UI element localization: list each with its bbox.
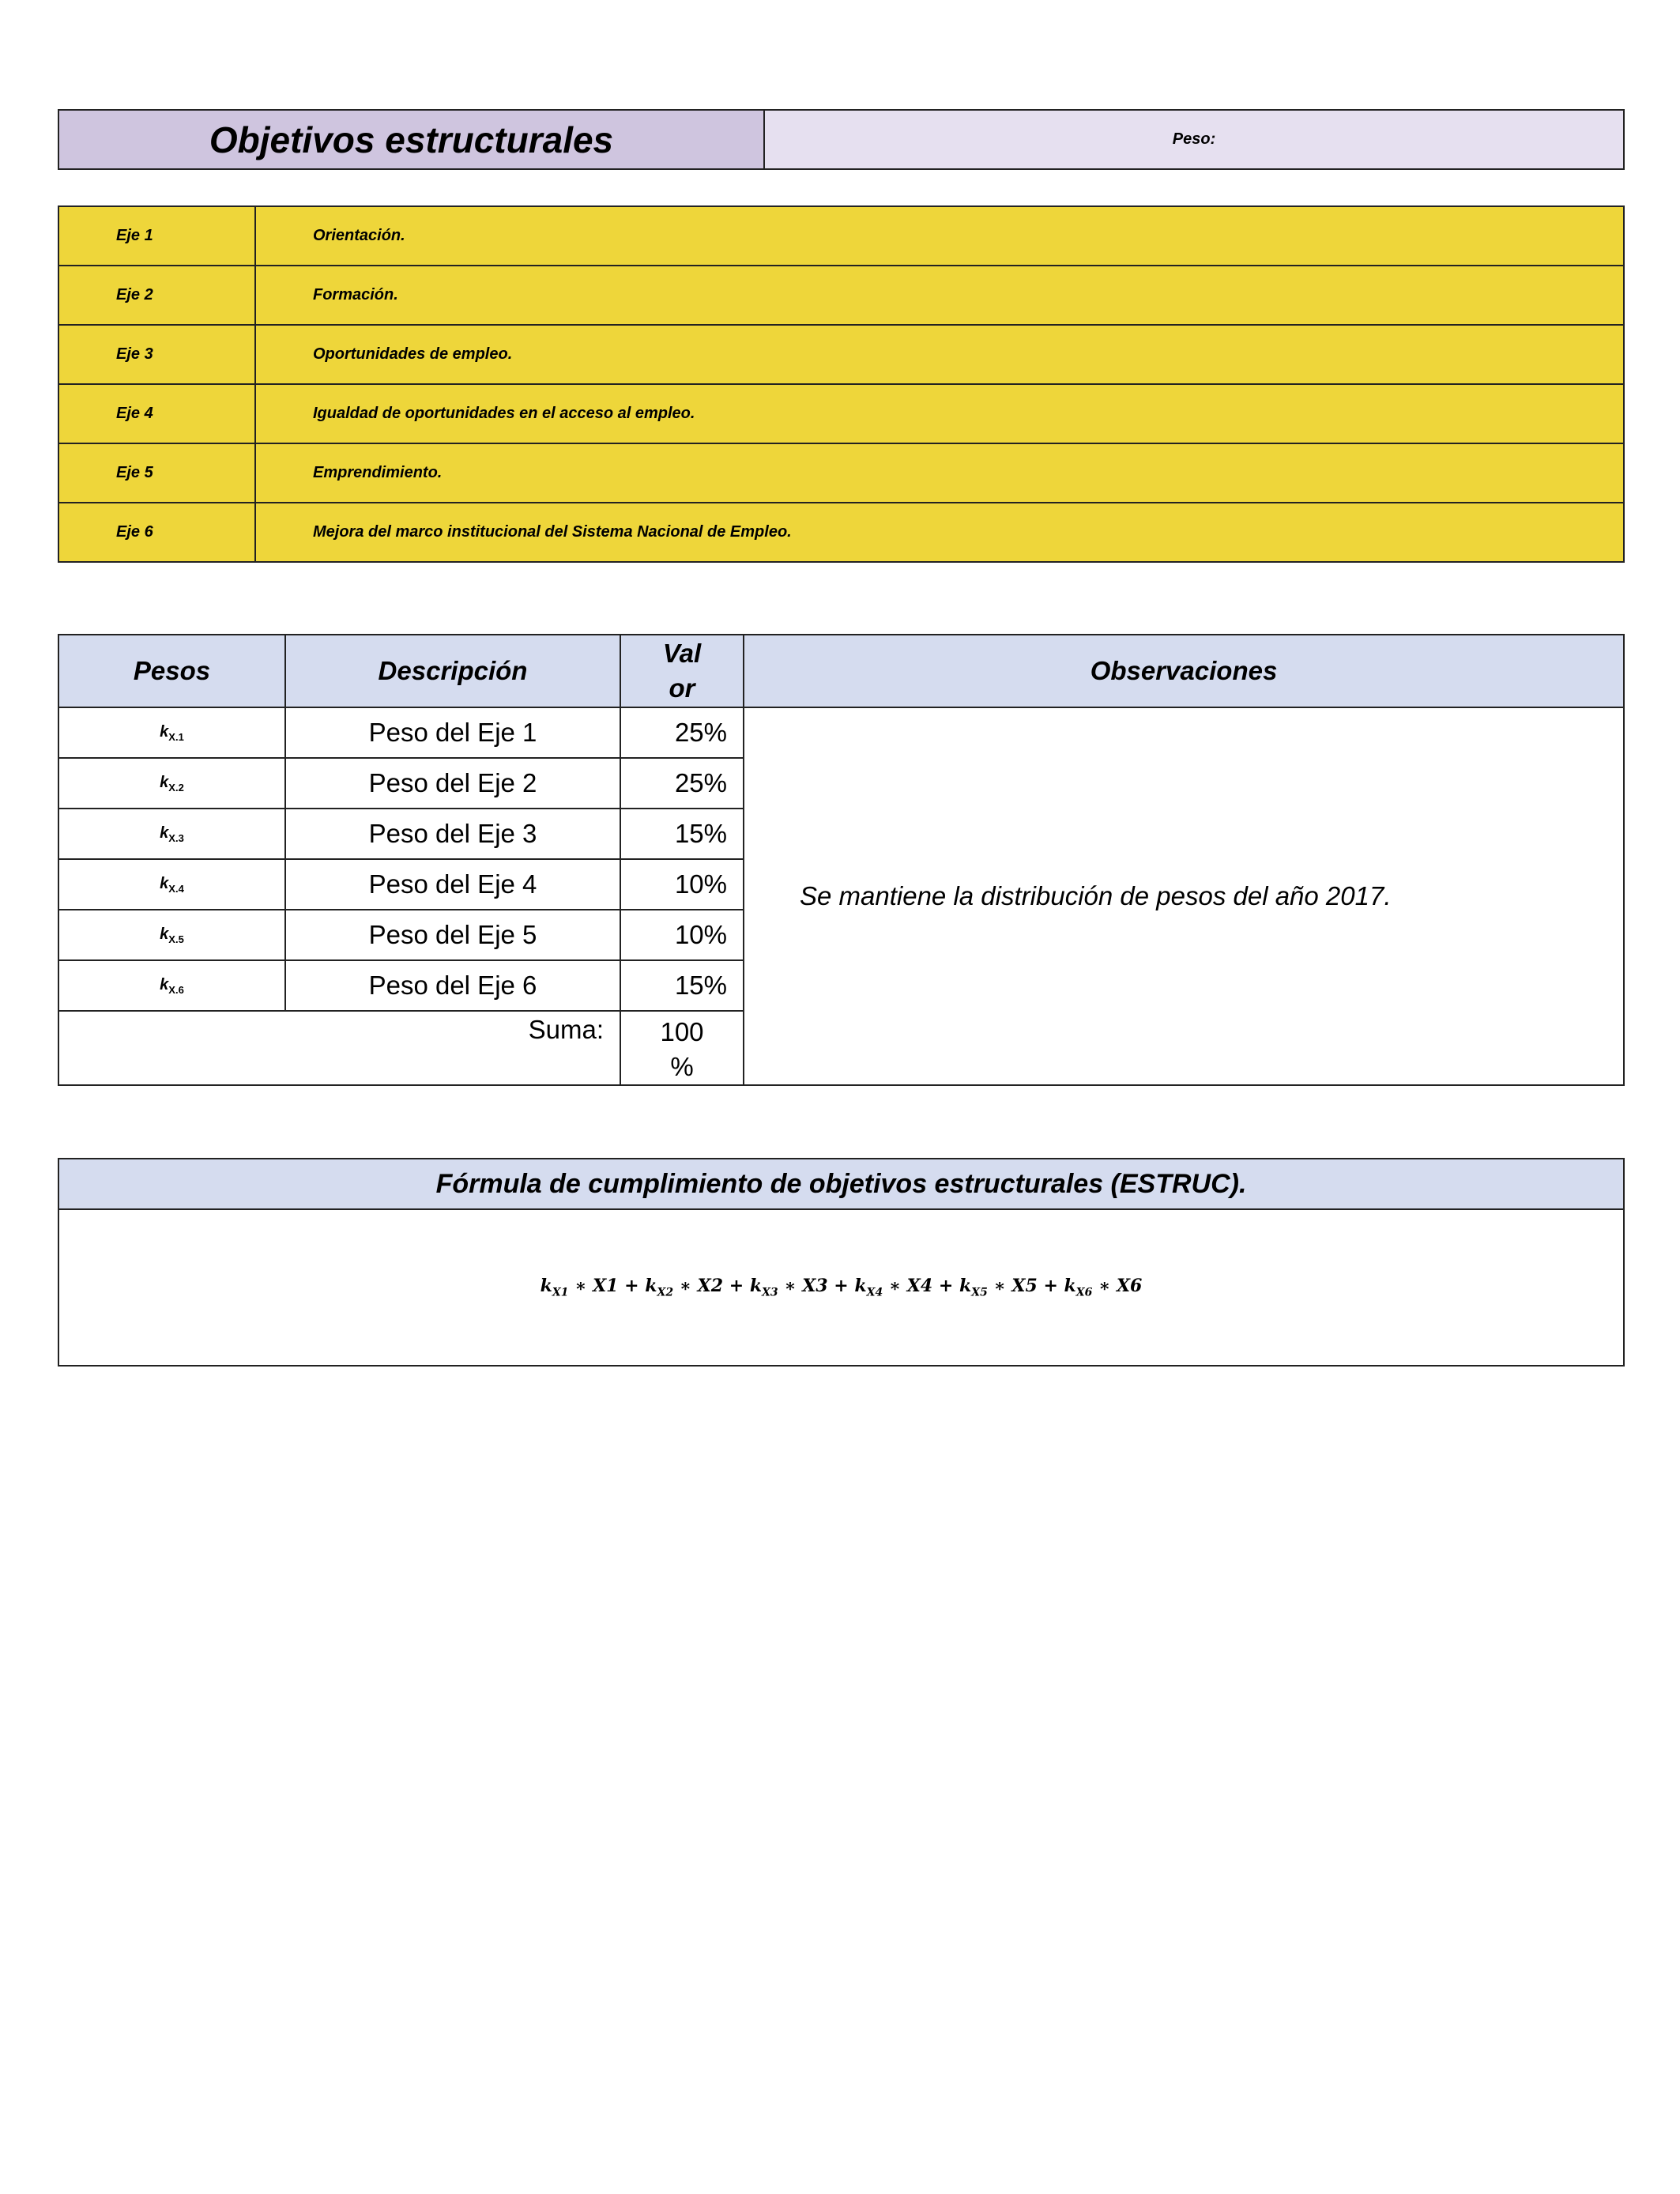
plus-symbol: + [938,1276,954,1297]
weight-description: Peso del Eje 1 [285,707,620,758]
formula-table [58,1158,1625,1367]
formula-term [1064,1276,1143,1299]
weights-table [58,634,1625,1086]
times-symbol: ∗ [679,1276,691,1297]
weight-description: Peso del Eje 3 [285,809,620,859]
weight-symbol [58,809,285,859]
k-subscript: X.3 [168,831,184,844]
weight-value: 15% [620,809,744,859]
peso-label: Peso: [764,110,1624,169]
times-symbol: ∗ [784,1276,797,1297]
k-subscript: X5 [971,1286,988,1299]
k-symbol: k [749,1276,763,1297]
pesos-header: Pesos [58,635,285,707]
formula-expression [58,1209,1624,1366]
axes-table [58,205,1625,563]
k-symbol: k [1064,1276,1076,1297]
axis-row [58,384,1624,443]
formula-term [854,1276,933,1299]
k-subscript: X2 [657,1286,674,1299]
times-symbol: ∗ [574,1276,587,1297]
k-subscript: X.5 [168,933,184,945]
weight-value: 15% [620,960,744,1011]
weight-value: 25% [620,707,744,758]
weight-description: Peso del Eje 4 [285,859,620,910]
sum-value-line1: 100 [660,1017,704,1046]
k-subscript: X6 [1075,1286,1093,1299]
axis-row [58,325,1624,384]
k-subscript: X.6 [168,983,184,996]
formula-variable: X3 [802,1276,828,1297]
weight-value: 25% [620,758,744,809]
formula-term [645,1276,724,1299]
k-subscript: X.1 [168,730,184,743]
k-symbol: k [160,925,169,943]
times-symbol: ∗ [1098,1276,1111,1297]
plus-symbol: + [729,1276,744,1297]
plus-symbol: + [1043,1276,1058,1297]
formula-variable: X1 [593,1276,619,1297]
weight-symbol [58,960,285,1011]
formula-term [540,1276,619,1299]
weight-description: Peso del Eje 2 [285,758,620,809]
weight-symbol [58,910,285,960]
axis-code: Eje 1 [58,206,255,266]
formula-variable: X5 [1011,1276,1038,1297]
k-subscript: X4 [866,1286,883,1299]
axis-code: Eje 2 [58,266,255,325]
valor-header-line2: or [669,673,695,703]
sum-value [620,1011,744,1085]
plus-symbol: + [834,1276,849,1297]
page-title: Objetivos estructurales [58,110,764,169]
formula-term [959,1276,1038,1299]
descripcion-header: Descripción [285,635,620,707]
weight-symbol [58,758,285,809]
formula-title: Fórmula de cumplimiento de objetivos estructurales (ESTRUC). [58,1159,1624,1209]
valor-header [620,635,744,707]
axis-description: Emprendimiento. [255,443,1624,503]
formula-variable: X4 [906,1276,933,1297]
axis-row [58,266,1624,325]
axis-row [58,443,1624,503]
k-symbol: k [160,824,169,842]
weight-symbol [58,859,285,910]
k-symbol: k [645,1276,657,1297]
k-subscript: X.2 [168,781,184,794]
observation-text: Se mantiene la distribución de pesos del año 2017. [744,707,1624,1085]
axis-description: Formación. [255,266,1624,325]
observaciones-header: Observaciones [744,635,1624,707]
weight-description: Peso del Eje 5 [285,910,620,960]
k-subscript: X.4 [168,882,184,895]
axis-description: Oportunidades de empleo. [255,325,1624,384]
axis-description: Orientación. [255,206,1624,266]
weight-symbol [58,707,285,758]
weight-value: 10% [620,859,744,910]
k-symbol: k [540,1276,552,1297]
axis-code: Eje 4 [58,384,255,443]
k-symbol: k [959,1276,972,1297]
k-symbol: k [854,1276,867,1297]
k-symbol: k [160,773,169,791]
sum-label: Suma: [58,1011,620,1085]
times-symbol: ∗ [888,1276,902,1297]
axis-code: Eje 3 [58,325,255,384]
weights-header-row [58,635,1624,707]
plus-symbol: + [624,1276,639,1297]
sum-value-line2: % [670,1052,694,1081]
formula-term [749,1276,828,1299]
axis-code: Eje 6 [58,503,255,562]
k-symbol: k [160,722,169,741]
axis-description: Mejora del marco institucional del Sistema Nacional de Empleo. [255,503,1624,562]
formula-variable: X6 [1116,1276,1143,1297]
k-symbol: k [160,874,169,892]
axis-description: Igualdad de oportunidades en el acceso al empleo. [255,384,1624,443]
k-subscript: X1 [552,1286,569,1299]
axis-code: Eje 5 [58,443,255,503]
axis-row [58,503,1624,562]
weight-description: Peso del Eje 6 [285,960,620,1011]
title-table [58,109,1625,170]
k-symbol: k [160,975,169,993]
k-subscript: X3 [762,1286,778,1299]
valor-header-line1: Val [662,639,702,668]
formula-variable: X2 [697,1276,724,1297]
weight-row [58,707,1624,758]
weight-value: 10% [620,910,744,960]
axis-row [58,206,1624,266]
times-symbol: ∗ [993,1276,1006,1297]
